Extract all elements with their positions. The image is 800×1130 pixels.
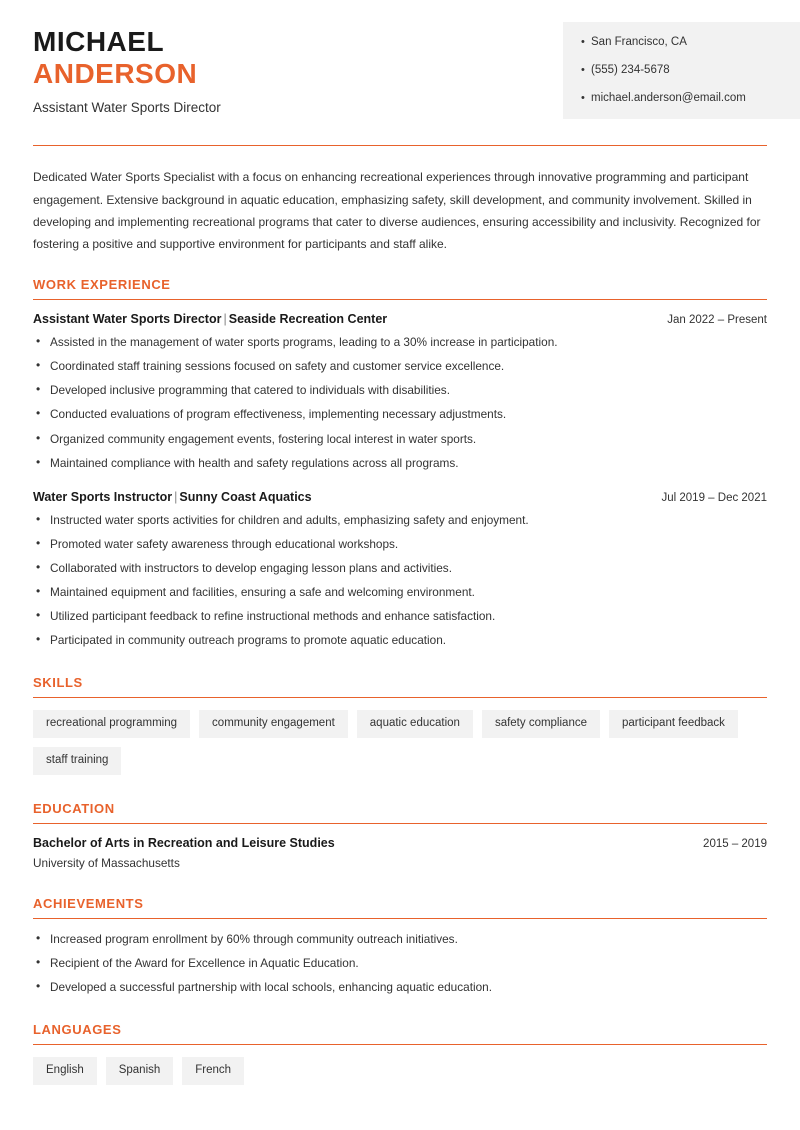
- job-bullet: • Assisted in the management of water sports programs, leading to a 30% increase in participation.: [33, 334, 767, 351]
- section-divider-skills: [33, 697, 767, 698]
- skill-tag: community engagement: [199, 710, 348, 738]
- job-header: [33, 312, 767, 326]
- job-bullet: • Collaborated with instructors to develop engaging lesson plans and activities.: [33, 560, 767, 577]
- job-bullet: • Maintained compliance with health and safety regulations across all programs.: [33, 455, 767, 472]
- job-dates: Jan 2022 – Present: [667, 314, 767, 327]
- achievement-item: • Increased program enrollment by 60% through community outreach initiatives.: [33, 931, 767, 948]
- header-identity: [0, 22, 221, 115]
- contact-phone: [581, 64, 784, 78]
- job-entry: [33, 312, 767, 472]
- language-tag: English: [33, 1057, 97, 1085]
- achievements-list: [33, 931, 767, 996]
- contact-email: [581, 92, 784, 106]
- job-company: Sunny Coast Aquatics: [179, 489, 312, 504]
- section-title-skills: SKILLS: [33, 675, 83, 691]
- language-tag: French: [182, 1057, 244, 1085]
- education-degree: Bachelor of Arts in Recreation and Leisure Studies: [33, 835, 335, 850]
- job-bullet: • Instructed water sports activities for children and adults, emphasizing safety and enjoyment.: [33, 512, 767, 529]
- contact-email-text: michael.anderson@email.com: [591, 91, 746, 104]
- job-bullet: • Conducted evaluations of program effectiveness, implementing necessary adjustments.: [33, 406, 767, 423]
- section-languages: [33, 1022, 767, 1085]
- job-role: Water Sports Instructor: [33, 489, 173, 504]
- section-divider-languages: [33, 1044, 767, 1045]
- resume-header: [0, 0, 800, 119]
- section-title-work: WORK EXPERIENCE: [33, 277, 171, 293]
- skill-tag: recreational programming: [33, 710, 190, 738]
- languages-tag-list: [33, 1057, 767, 1085]
- job-bullet: • Developed inclusive programming that catered to individuals with disabilities.: [33, 382, 767, 399]
- section-work-experience: [33, 277, 767, 649]
- contact-location-text: San Francisco, CA: [591, 36, 687, 48]
- job-bullet: • Coordinated staff training sessions focused on safety and customer service excellence.: [33, 358, 767, 375]
- education-dates: 2015 – 2019: [703, 837, 767, 850]
- education-entry-header: [33, 836, 767, 850]
- job-role: Assistant Water Sports Director: [33, 312, 222, 327]
- contact-panel: [563, 22, 800, 119]
- job-entry: [33, 490, 767, 650]
- achievement-item: • Recipient of the Award for Excellence in Aquatic Education.: [33, 955, 767, 972]
- language-tag: Spanish: [106, 1057, 174, 1085]
- section-education: [33, 801, 767, 870]
- job-separator: |: [223, 312, 227, 327]
- job-separator: |: [174, 489, 178, 504]
- last-name: ANDERSON: [33, 58, 198, 90]
- job-bullets: [33, 334, 767, 472]
- section-divider-education: [33, 823, 767, 824]
- skill-tag: safety compliance: [482, 710, 600, 738]
- skill-tag: participant feedback: [609, 710, 738, 738]
- achievement-item: • Developed a successful partnership with local schools, enhancing aquatic education.: [33, 979, 767, 996]
- job-company: Seaside Recreation Center: [228, 312, 388, 327]
- education-school: University of Massachusetts: [33, 855, 180, 870]
- section-skills: [33, 675, 767, 775]
- section-title-achievements: ACHIEVEMENTS: [33, 895, 144, 911]
- professional-summary: Dedicated Water Sports Specialist with a focus on enhancing recreational experiences through innovative programming and participant engagement. Extensive background in aquatic education, emphasizing safety, skill development, and community involvement. Skilled in developing and implementing recreational programs that cater to diverse audiences, ensuring accessibility and inclusivity. Recognized for fostering a positive and supportive environment for participants and staff alike.: [33, 170, 761, 251]
- skill-tag: aquatic education: [357, 710, 473, 738]
- job-bullet: • Utilized participant feedback to refine instructional methods and enhance satisfaction.: [33, 608, 767, 625]
- job-heading: [33, 312, 387, 326]
- section-achievements: [33, 896, 767, 996]
- location-icon: •: [581, 36, 585, 48]
- contact-phone-text: (555) 234-5678: [591, 63, 670, 76]
- job-header: [33, 490, 767, 504]
- contact-location: [581, 36, 784, 50]
- section-title-languages: LANGUAGES: [33, 1022, 122, 1038]
- job-bullets: [33, 512, 767, 650]
- job-heading: [33, 490, 312, 504]
- first-name: MICHAEL: [33, 26, 165, 57]
- section-title-education: EDUCATION: [33, 800, 115, 816]
- skill-tag: staff training: [33, 747, 121, 775]
- resume-body: [0, 146, 800, 1085]
- email-icon: •: [581, 91, 585, 104]
- job-bullet: • Participated in community outreach programs to promote aquatic education.: [33, 632, 767, 649]
- skills-tag-list: [33, 710, 767, 775]
- job-bullet: • Organized community engagement events, fostering local interest in water sports.: [33, 431, 767, 448]
- section-divider-achievements: [33, 918, 767, 919]
- job-bullet: • Maintained equipment and facilities, ensuring a safe and welcoming environment.: [33, 584, 767, 601]
- job-dates: Jul 2019 – Dec 2021: [661, 491, 767, 504]
- job-bullet: • Promoted water safety awareness through educational workshops.: [33, 536, 767, 553]
- phone-icon: •: [581, 63, 585, 76]
- job-title: Assistant Water Sports Director: [33, 100, 221, 116]
- section-divider-work: [33, 299, 767, 300]
